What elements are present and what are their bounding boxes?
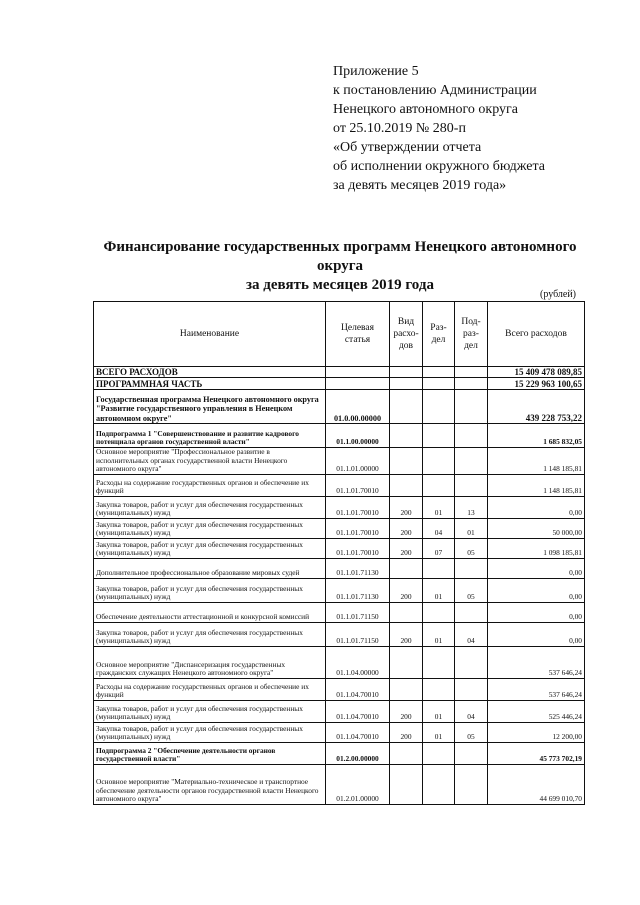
table-row [94, 378, 585, 390]
cell-total: 537 646,24 [488, 646, 585, 678]
cell-total: 537 646,24 [488, 678, 585, 700]
cell-target: 01.1.01.70010 [326, 474, 390, 496]
appendix-line: «Об утверждении отчета [333, 140, 482, 155]
cell-subsection: 05 [455, 722, 488, 742]
units-label: (рублей) [540, 289, 577, 300]
cell-total: 525 446,24 [488, 700, 585, 722]
cell-name: Основное мероприятие "Диспансеризация государственных гражданских служащих Ненецкого автономного округа" [94, 646, 326, 678]
cell-name: Закупка товаров, работ и услуг для обеспечения государственных (муниципальных) нужд [94, 622, 326, 646]
appendix-line: к постановлению Администрации [333, 83, 537, 98]
cell-type: 200 [390, 700, 423, 722]
header-target: Целевая статья [326, 302, 390, 367]
cell-type: 200 [390, 518, 423, 538]
header-section: Раз- дел [423, 302, 455, 367]
appendix-block [333, 62, 633, 195]
cell-section [423, 678, 455, 700]
cell-target: 01.2.00.00000 [326, 742, 390, 764]
table-row [94, 764, 585, 804]
cell-total: 1 685 832,05 [488, 424, 585, 448]
header-total: Всего расходов [488, 302, 585, 367]
financing-table [93, 301, 585, 805]
cell-name: Подпрограмма 1 "Совершенствование и развитие кадрового потенциала органов государственной власти" [94, 424, 326, 448]
table-header-row [94, 302, 585, 367]
document-title [80, 238, 600, 295]
cell-total: 12 200,00 [488, 722, 585, 742]
table-row [94, 424, 585, 448]
cell-section [423, 558, 455, 578]
cell-target: 01.1.01.71150 [326, 602, 390, 622]
cell-target [326, 367, 390, 378]
cell-name: Закупка товаров, работ и услуг для обеспечения государственных (муниципальных) нужд [94, 538, 326, 558]
cell-type: 200 [390, 538, 423, 558]
cell-type: 200 [390, 622, 423, 646]
cell-name: Расходы на содержание государственных органов и обеспечение их функций [94, 678, 326, 700]
header-type: Вид расхо- дов [390, 302, 423, 367]
cell-total: 0,00 [488, 558, 585, 578]
cell-name: Основное мероприятие "Профессиональное развитие в исполнительных органах государственной власти Ненецкого автономного округа" [94, 448, 326, 475]
cell-target: 01.1.01.70010 [326, 538, 390, 558]
table-row [94, 496, 585, 518]
cell-name: Дополнительное профессиональное образование мировых судей [94, 558, 326, 578]
cell-type [390, 448, 423, 475]
cell-target: 01.1.04.00000 [326, 646, 390, 678]
cell-total: 439 228 753,22 [488, 390, 585, 424]
cell-name: Подпрограмма 2 "Обеспечение деятельности органов государственной власти" [94, 742, 326, 764]
cell-name: Закупка товаров, работ и услуг для обеспечения государственных (муниципальных) нужд [94, 496, 326, 518]
cell-name: Обеспечение деятельности аттестационной и конкурсной комиссий [94, 602, 326, 622]
cell-section [423, 742, 455, 764]
cell-subsection [455, 558, 488, 578]
cell-target [326, 378, 390, 390]
cell-target: 01.1.01.70010 [326, 496, 390, 518]
cell-section: 01 [423, 700, 455, 722]
cell-name: ВСЕГО РАСХОДОВ [94, 367, 326, 378]
cell-section [423, 367, 455, 378]
table-row [94, 678, 585, 700]
appendix-line: Приложение 5 [333, 64, 419, 79]
cell-type [390, 764, 423, 804]
cell-type [390, 602, 423, 622]
table-row [94, 518, 585, 538]
cell-type: 200 [390, 578, 423, 602]
cell-type [390, 742, 423, 764]
cell-subsection [455, 474, 488, 496]
cell-target: 01.1.01.00000 [326, 448, 390, 475]
cell-total: 15 229 963 100,65 [488, 378, 585, 390]
cell-subsection: 05 [455, 538, 488, 558]
cell-section [423, 474, 455, 496]
cell-subsection [455, 367, 488, 378]
cell-type [390, 390, 423, 424]
cell-total: 0,00 [488, 578, 585, 602]
table-row [94, 700, 585, 722]
cell-total: 15 409 478 089,85 [488, 367, 585, 378]
cell-name: ПРОГРАММНАЯ ЧАСТЬ [94, 378, 326, 390]
cell-subsection [455, 378, 488, 390]
cell-section [423, 424, 455, 448]
cell-type [390, 646, 423, 678]
cell-name: Закупка товаров, работ и услуг для обеспечения государственных (муниципальных) нужд [94, 518, 326, 538]
cell-subsection [455, 448, 488, 475]
cell-target: 01.1.01.71130 [326, 578, 390, 602]
cell-name: Закупка товаров, работ и услуг для обеспечения государственных (муниципальных) нужд [94, 722, 326, 742]
cell-total: 1 148 185,81 [488, 448, 585, 475]
appendix-line: Ненецкого автономного округа [333, 102, 518, 117]
cell-section [423, 448, 455, 475]
cell-target: 01.2.01.00000 [326, 764, 390, 804]
table-row [94, 622, 585, 646]
cell-subsection [455, 390, 488, 424]
cell-type: 200 [390, 496, 423, 518]
table-row [94, 742, 585, 764]
appendix-line: об исполнении окружного бюджета [333, 159, 545, 174]
appendix-line: за девять месяцев 2019 года» [333, 178, 507, 193]
table-row [94, 367, 585, 378]
cell-target: 01.1.04.70010 [326, 678, 390, 700]
table-row [94, 538, 585, 558]
cell-total: 0,00 [488, 496, 585, 518]
title-line-2: за девять месяцев 2019 года [246, 277, 434, 293]
table-row [94, 474, 585, 496]
cell-section [423, 378, 455, 390]
cell-target: 01.1.00.00000 [326, 424, 390, 448]
appendix-line: от 25.10.2019 № 280-п [333, 121, 466, 136]
cell-section [423, 602, 455, 622]
cell-section: 01 [423, 578, 455, 602]
cell-section [423, 390, 455, 424]
cell-subsection: 01 [455, 518, 488, 538]
cell-type [390, 424, 423, 448]
cell-section: 01 [423, 496, 455, 518]
cell-target: 01.0.00.00000 [326, 390, 390, 424]
cell-subsection [455, 742, 488, 764]
cell-subsection [455, 602, 488, 622]
cell-section: 01 [423, 722, 455, 742]
cell-type [390, 474, 423, 496]
cell-section [423, 646, 455, 678]
table-row [94, 558, 585, 578]
cell-subsection [455, 646, 488, 678]
table-row [94, 448, 585, 475]
cell-subsection [455, 764, 488, 804]
cell-type [390, 378, 423, 390]
cell-subsection [455, 678, 488, 700]
cell-section [423, 764, 455, 804]
header-name: Наименование [94, 302, 326, 367]
cell-subsection: 04 [455, 622, 488, 646]
cell-subsection: 05 [455, 578, 488, 602]
cell-section: 07 [423, 538, 455, 558]
cell-target: 01.1.01.70010 [326, 518, 390, 538]
cell-type [390, 558, 423, 578]
table-row [94, 578, 585, 602]
table-row [94, 646, 585, 678]
cell-name: Закупка товаров, работ и услуг для обеспечения государственных (муниципальных) нужд [94, 700, 326, 722]
table-row [94, 722, 585, 742]
cell-total: 50 000,00 [488, 518, 585, 538]
table-row [94, 390, 585, 424]
cell-total: 44 699 010,70 [488, 764, 585, 804]
cell-total: 0,00 [488, 622, 585, 646]
cell-type [390, 367, 423, 378]
cell-name: Закупка товаров, работ и услуг для обеспечения государственных (муниципальных) нужд [94, 578, 326, 602]
cell-section: 04 [423, 518, 455, 538]
cell-type: 200 [390, 722, 423, 742]
cell-total: 1 148 185,81 [488, 474, 585, 496]
cell-subsection: 04 [455, 700, 488, 722]
cell-total: 45 773 702,19 [488, 742, 585, 764]
cell-total: 1 098 185,81 [488, 538, 585, 558]
cell-name: Расходы на содержание государственных органов и обеспечение их функций [94, 474, 326, 496]
cell-subsection: 13 [455, 496, 488, 518]
cell-target: 01.1.01.71150 [326, 622, 390, 646]
cell-target: 01.1.04.70010 [326, 722, 390, 742]
cell-target: 01.1.01.71130 [326, 558, 390, 578]
title-line-1: Финансирование государственных программ Ненецкого автономного округа [103, 239, 577, 274]
cell-subsection [455, 424, 488, 448]
cell-type [390, 678, 423, 700]
table-row [94, 602, 585, 622]
cell-name: Государственная программа Ненецкого автономного округа "Развитие государственного управления в Ненецком автономном округе" [94, 390, 326, 424]
cell-target: 01.1.04.70010 [326, 700, 390, 722]
cell-name: Основное мероприятие "Материально-техническое и транспортное обеспечение деятельности органов государственной власти Ненецкого автономного округа" [94, 764, 326, 804]
header-subsection: Под- раз- дел [455, 302, 488, 367]
cell-total: 0,00 [488, 602, 585, 622]
cell-section: 01 [423, 622, 455, 646]
